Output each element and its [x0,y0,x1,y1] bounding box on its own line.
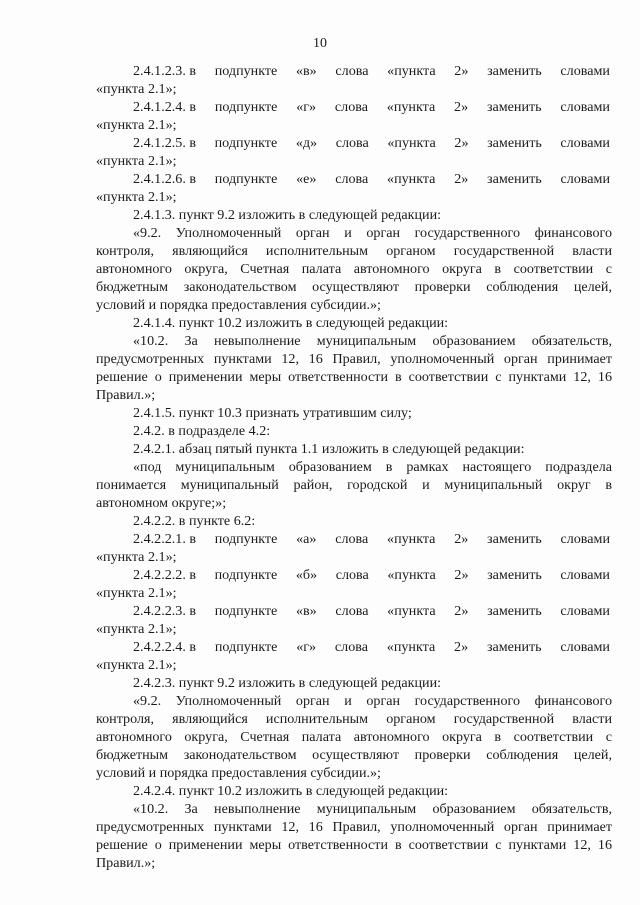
row-cell: «пункта [387,63,436,79]
text-line: «пункта 2.1»; [96,657,177,673]
text-line: Правил.»; [96,387,156,403]
row-cell: слова [335,63,369,79]
text-line: «под муниципальным образованием в рамках настоящего подраздела [133,459,612,475]
row-cell: слова [335,531,369,547]
row-cell: «б» [295,567,318,583]
text-line: «9.2. Уполномоченный орган и орган государственного финансового [133,225,612,241]
row-cell: словами [560,567,610,583]
row-cell: словами [560,639,610,655]
text-line: предусмотренных пунктами 12, 16 Правил, уполномоченный орган принимает [96,351,612,367]
text-line: «пункта 2.1»; [96,117,177,133]
page-number: 10 [313,36,327,51]
row-cell: подпункте [214,567,278,583]
row-cell: «пункта [387,171,436,187]
row-cell: 2» [454,603,469,619]
row-cell: 2» [454,639,469,655]
text-line: условий и порядка предоставления субсидии.»; [96,297,381,313]
row-cell: слова [335,135,369,151]
row-cell: заменить [487,603,542,619]
row-cell: 2.4.2.2.2. в [133,567,197,583]
row-cell: заменить [487,171,542,187]
text-line: автономного округа, Счетная палата автономного округа в соответствии с [96,261,612,277]
row-cell: 2.4.2.2.1. в [133,531,197,547]
row-cell: «е» [296,171,317,187]
text-line: решение о применении меры ответственности в соответствии с пунктами 12, 16 [96,369,612,385]
text-line: контроля, являющийся исполнительным органом государственной власти [96,711,612,727]
text-line: «пункта 2.1»; [96,81,177,97]
text-line: «пункта 2.1»; [96,189,177,205]
row-cell: 2» [454,135,469,151]
text-line: 2.4.2.1. абзац пятый пункта 1.1 изложить в следующей редакции: [133,441,525,457]
row-cell: 2.4.1.2.4. в [133,99,197,115]
row-cell: словами [560,135,610,151]
text-line: «пункта 2.1»; [96,585,177,601]
row-cell: 2.4.2.2.3. в [133,603,197,619]
text-line: 2.4.1.3. пункт 9.2 изложить в следующей редакции: [133,207,442,223]
row-cell: 2.4.1.2.5. в [133,135,197,151]
row-cell: словами [560,99,610,115]
row-cell: «пункта [386,99,436,115]
text-line: 2.4.2.4. пункт 10.2 изложить в следующей редакции: [133,783,449,799]
row-cell: слова [335,171,369,187]
amendment-row [133,98,610,116]
row-cell: словами [560,603,610,619]
row-cell: 2.4.1.2.3. в [133,63,197,79]
row-cell: «в» [295,63,317,79]
row-cell: «в» [295,603,317,619]
row-cell: подпункте [214,171,278,187]
row-cell: заменить [487,63,542,79]
text-line: контроля, являющийся исполнительным органом государственной власти [96,243,612,259]
text-line: бюджетным законодательством осуществляют проверки соблюдения целей, [96,747,612,763]
row-cell: слова [335,567,369,583]
amendment-row [133,602,610,620]
row-cell: 2» [454,171,469,187]
row-cell: «пункта [387,135,436,151]
row-cell: слова [334,99,368,115]
row-cell: заменить [487,531,542,547]
row-cell: слова [335,603,369,619]
row-cell: подпункте [214,99,278,115]
row-cell: подпункте [214,63,278,79]
text-line: «пункта 2.1»; [96,621,177,637]
text-line: автономного округа, Счетная палата автономного округа в соответствии с [96,729,612,745]
row-cell: 2» [454,99,469,115]
amendment-row [133,638,610,656]
text-line: автономном округе;»; [96,495,227,511]
row-cell: заменить [487,135,542,151]
row-cell: «г» [296,639,317,655]
text-line: условий и порядка предоставления субсидии.»; [96,765,381,781]
text-line: предусмотренных пунктами 12, 16 Правил, уполномоченный орган принимает [96,819,612,835]
text-line: 2.4.1.5. пункт 10.3 признать утратившим силу; [133,405,412,421]
row-cell: «а» [296,531,317,547]
text-line: «10.2. За невыполнение муниципальным образованием обязательств, [133,801,612,817]
row-cell: 2» [454,567,469,583]
text-line: решение о применении меры ответственности в соответствии с пунктами 12, 16 [96,837,612,853]
text-line: «9.2. Уполномоченный орган и орган государственного финансового [133,693,612,709]
row-cell: словами [560,171,610,187]
row-cell: подпункте [214,135,278,151]
row-cell: «пункта [387,567,436,583]
text-line: Правил.»; [96,855,156,871]
row-cell: заменить [486,639,542,655]
row-cell: 2.4.2.2.4. в [133,639,197,655]
text-line: «10.2. За невыполнение муниципальным образованием обязательств, [133,333,612,349]
text-line: «пункта 2.1»; [96,153,177,169]
text-line: 2.4.2.2. в пункте 6.2: [133,513,256,529]
row-cell: слова [334,639,368,655]
text-line: понимается муниципальный район, городской и муниципальный округ в [96,477,612,493]
text-line: 2.4.2.3. пункт 9.2 изложить в следующей редакции: [133,675,442,691]
row-cell: «пункта [386,639,436,655]
row-cell: подпункте [214,603,278,619]
row-cell: «д» [295,135,318,151]
row-cell: 2» [454,531,469,547]
row-cell: 2» [454,63,469,79]
amendment-row [133,62,610,80]
amendment-row [133,530,610,548]
amendment-row [133,566,610,584]
text-line: бюджетным законодательством осуществляют проверки соблюдения целей, [96,279,612,295]
row-cell: словами [560,63,610,79]
row-cell: заменить [486,99,542,115]
row-cell: «пункта [387,603,436,619]
row-cell: «пункта [387,531,436,547]
row-cell: «г» [296,99,317,115]
row-cell: 2.4.1.2.6. в [133,171,197,187]
text-line: 2.4.2. в подразделе 4.2: [133,423,271,439]
amendment-row [133,170,610,188]
row-cell: подпункте [214,639,278,655]
row-cell: подпункте [214,531,278,547]
amendment-row [133,134,610,152]
row-cell: словами [560,531,610,547]
text-line: «пункта 2.1»; [96,549,177,565]
row-cell: заменить [487,567,542,583]
text-line: 2.4.1.4. пункт 10.2 изложить в следующей редакции: [133,315,449,331]
